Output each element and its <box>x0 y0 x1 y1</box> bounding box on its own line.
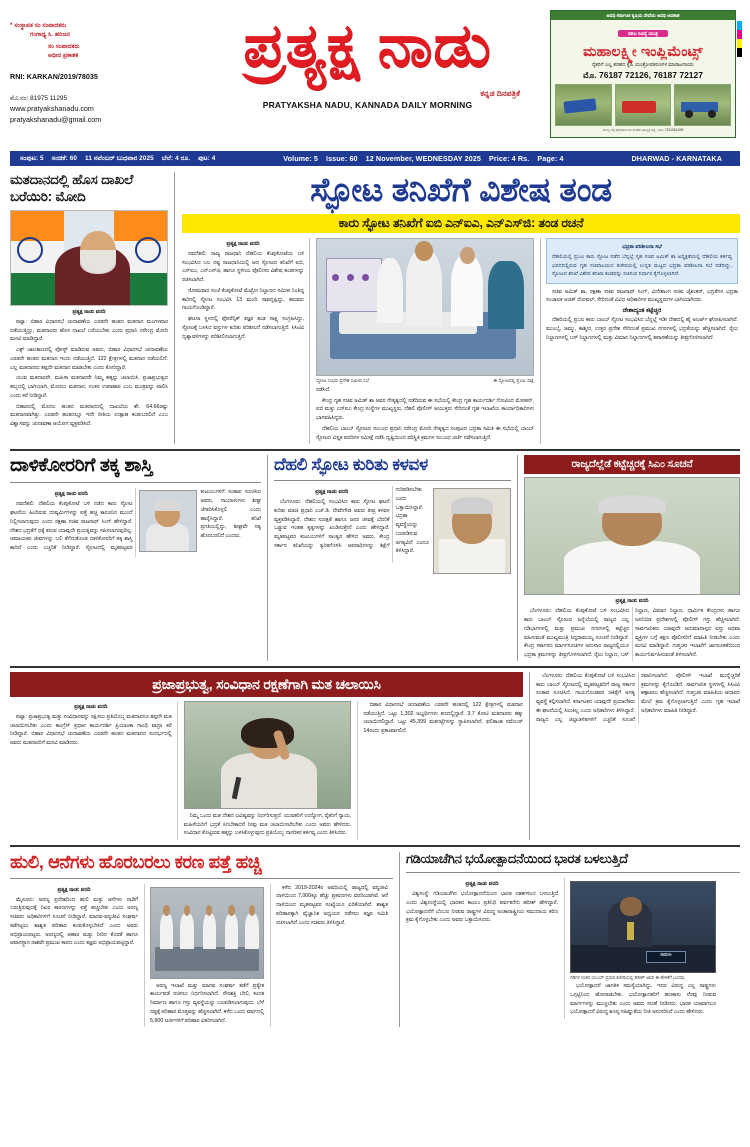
kn-date: 11 ನವೆಂಬರ್ ಬುಧವಾರ 2025 <box>85 154 154 162</box>
lead-column-3 <box>540 238 738 445</box>
row3-columns <box>10 701 523 840</box>
lead-c3-subhead: ದೇಶಾದ್ಯಂತ ಕಟ್ಟೆಚ್ಚರ <box>622 308 662 315</box>
lead-column-2 <box>316 238 534 445</box>
row4-left-col-3 <box>270 884 388 1028</box>
lead-c2-p2: ಕೇಂದ್ರ ಗೃಹ ಸಚಿವ ಅಮಿತ್ ಶಾ ಅವರ ನೇತೃತ್ವದಲ್ಲಿ ನಡೆದಿರುವ ಈ ಸಭೆಯಲ್ಲಿ ಕೇಂದ್ರ ಗೃಹ ಕಾರ್ಯದರ್ಶಿ ಗೋವಿಂದ ಮೋಹನ್, ಐಬಿ ಮತ್ತು ಎನ್‌ಐಎ ಕೇಂದ್ರ ಸಂಸ್ಥೆಗಳ ಮುಖ್ಯಸ್ಥರು, ದೆಹಲಿ ಪೊಲೀಸ್ ಆಯುಕ್ತರು ಸೇರಿದಂತೆ ಗೃಹ ಇಲಾಖೆಯ ಕಾರ್ಯಾಧಿಕಾರಿಗಳು ಭಾಗವಹಿಸಿದ್ದರು. <box>316 397 534 422</box>
ad-image-rotavator <box>615 84 672 126</box>
row3-right-body: ಬೆಂಗಳೂರು: ದೆಹಲಿಯ ಕೆಂಪುಕೋಟೆ ಬಳಿ ಸಂಭವಿಸಿದ ಕಾರು ಬಾಂಬ್ ಸ್ಫೋಟದಲ್ಲಿ ಮೃತಪಟ್ಟವರಿಗೆ ರಾಜ್ಯ ಸರ್ಕಾರ ಸಂತಾಪ ಸೂಚಿಸಿದೆ. ಗಾಯಗೊಂಡವರ ಚಿಕಿತ್ಸೆಗೆ ಅಗತ್ಯ ವ್ಯವಸ್ಥೆ ಕಲ್ಪಿಸಲಾಗಿದೆ. ಕರ್ನಾಟಕದ ಯಾವುದೇ ಪ್ರಯಾಣಿಕರು ಈ ಘಟನೆಯಲ್ಲಿ ಸಿಲುಕಿಲ್ಲ ಎಂದು ಅಧಿಕಾರಿಗಳು ತಿಳಿಸಿದ್ದಾರೆ. ರಾಜ್ಯದ ಎಲ್ಲ ಜಿಲ್ಲಾಡಳಿತಗಳಿಗೆ ಎಚ್ಚರಿಕೆ ಸೂಚನೆ ರವಾನಿಸಲಾಗಿದೆ. ಪೊಲೀಸ್ ಇಲಾಖೆ ಮುನ್ನೆಚ್ಚರಿಕೆ ಕ್ರಮಗಳನ್ನು ಕೈಗೊಂಡಿದೆ. ಸಾರ್ವಜನಿಕ ಸ್ಥಳಗಳಲ್ಲಿ ಸಿಸಿಟಿವಿ ಕಣ್ಗಾವಲು ಹೆಚ್ಚಿಸಲಾಗಿದೆ. ಗುಪ್ತಚರ ಮಾಹಿತಿಯ ಆಧಾರದ ಮೇಲೆ ಕ್ರಮ ಕೈಗೊಳ್ಳಲಾಗುತ್ತಿದೆ ಎಂದು ಗೃಹ ಇಲಾಖೆ ಅಧಿಕಾರಿಗಳು ಮಾಹಿತಿ ನೀಡಿದ್ದಾರೆ. <box>536 672 740 723</box>
ad-product-images <box>551 81 735 126</box>
row3-right-continuation <box>530 672 740 840</box>
story-b-body: ಬೆಂಗಳೂರು: ದೆಹಲಿಯಲ್ಲಿ ಸಂಭವಿಸಿದ ಕಾರು ಸ್ಫೋಟ ಘಟನೆ ಕುರಿತು ಮಾಜಿ ಪ್ರಧಾನಿ ಎಚ್.ಡಿ. ದೇವೇಗೌಡ ಅವರು ತೀವ್ರ ಕಳವಳ ವ್ಯಕ್ತಪಡಿಸಿದ್ದಾರೆ. ದೇಶದ ಸುರಕ್ಷತೆ ಹಾಗೂ ಜನರ ಜೀವಕ್ಕೆ ಬೆದರಿಕೆ ಒಡ್ಡುವ ಇಂತಹ ಕೃತ್ಯಗಳನ್ನು ಖಂಡಿಸುತ್ತೇನೆ ಎಂದು ಹೇಳಿದ್ದಾರೆ. ಮೃತಪಟ್ಟವರ ಕುಟುಂಬಗಳಿಗೆ ಸಾಂತ್ವನ ಹೇಳಿದ ಅವರು, ಕೇಂದ್ರ ಸರ್ಕಾರ ತನಿಖೆಯನ್ನು ತ್ವರಿತಗೊಳಿಸಿ ಅಪರಾಧಿಗಳನ್ನು ಶಿಕ್ಷೆಗೆ ಗುರಿಪಡಿಸಬೇಕು ಎಂದು ಒತ್ತಾಯಿಸಿದ್ದಾರೆ. ಭದ್ರತಾ ವ್ಯವಸ್ಥೆಯನ್ನು ಬಲಪಡಿಸುವ ಅಗತ್ಯವಿದೆ ಎಂದೂ ತಿಳಿಸಿದ್ದಾರೆ. <box>274 487 429 555</box>
row3-column-3 <box>357 701 523 840</box>
kn-pages: ಪುಟ: 4 <box>198 154 216 162</box>
caption-left: ಸ್ಫೋಟ ಸಂಭವ ಪ್ರದೇಶ ಸಮೀಪ ಸಭೆ <box>316 377 369 383</box>
divider-after-lead <box>10 449 740 451</box>
story-c-headline: ರಾಜ್ಯದೆಲ್ಲೆಡೆ ಕಟ್ಟೆಚ್ಚರಕ್ಕೆ ಸಿಎಂ ಸೂಚನೆ <box>524 455 740 474</box>
row4-left-columns <box>10 884 393 1028</box>
photo-forest-meeting <box>150 887 264 979</box>
person-aide <box>377 258 403 323</box>
story-b-headline: ದೆಹಲಿ ಸ್ಫೋಟ ಕುರಿತು ಕಳವಳ <box>274 455 428 475</box>
photo-priyanka-gandhi <box>184 701 352 809</box>
kn-issue: ಸಂಚಿಕೆ: 60 <box>51 154 78 162</box>
ad-image-trailer <box>674 84 731 126</box>
ad-ribbon <box>551 22 735 40</box>
lead-c1-p1: ನವದೆಹಲಿ: ರಾಜ್ಯ ರಾಜಧಾನಿ ದೆಹಲಿಯ ಕೆಂಪುಕೋಟೆಯ ಬಳಿ ಸಂಭವಿಸಿದ ಬಲ ನಷ್ಟ ರಾಜಧಾನಿಯಲ್ಲಿ ಆದ ಸ್ಫೋಟದ ತನಿಖೆಗೆ ಐಬಿ, ಎನ್‌ಐಎ, ಎನ್‌ಎಸ್‌ಜಿ, ಹಾಗೂ ಸ್ಥಳೀಯ ಪೊಲೀಸರ ವಿಶೇಷ ತಂಡಗಳನ್ನು ರಚಿಸಲಾಗಿದೆ. <box>182 250 304 284</box>
lead-byline: ಪ್ರತ್ಯಕ್ಷ ನಾಡು ವರದಿ <box>226 240 260 247</box>
founder-line-1: * ಸಂಸ್ಥಾಪಕ ಸಂ ಸಂಪಾದಕರು <box>10 23 67 29</box>
person-amit-shah <box>406 250 443 326</box>
masthead-left-info <box>10 8 185 125</box>
sidebar-para-4: ಬಿಹಾರದಲ್ಲಿ ಮೊದಲ ಹಂತದ ಮತದಾನದಲ್ಲಿ ದಾಖಲೆಯ ಶೇ. 64.66ರಷ್ಟು ಮತದಾನವಾಗಿತ್ತು. ಎರಡನೇ ಹಂತದಲ್ಲೂ ಇದೇ ರೀತಿಯ ಉತ್ಸಾಹ ಕಂಡುಬರಲಿದೆ ಎಂಬ ವಿಶ್ವಾಸವನ್ನು ಚುನಾವಣಾ ಆಯೋಗ ವ್ಯಕ್ತಪಡಿಸಿದೆ. <box>10 403 168 427</box>
row4-left-col-1 <box>10 884 138 1028</box>
ad-phone <box>551 70 735 81</box>
photo-amit-shah-hospital <box>316 238 534 376</box>
edition: DHARWAD - KARNATAKA <box>631 154 722 163</box>
sidebar-story-modi <box>10 172 175 444</box>
ad-image-plough <box>555 84 612 126</box>
row4-left-c3: ಕಳೆದ 2019-2024ರ ಅವಧಿಯಲ್ಲಿ ರಾಜ್ಯದಲ್ಲಿ ವನ್ಯಜೀವಿ ದಾಳಿಯಿಂದ 7,000ಕ್ಕೂ ಹೆಚ್ಚು ಪ್ರಕರಣಗಳು ವರದಿಯಾಗಿವೆ. ಆನೆ ದಾಳಿಯಿಂದ ಮೃತಪಟ್ಟವರ ಸಂಖ್ಯೆಯೂ ಏರಿಕೆಯಾಗಿದೆ. ಶಾಶ್ವತ ಪರಿಹಾರಕ್ಕಾಗಿ ವೈಜ್ಞಾನಿಕ ಅಧ್ಯಯನ ನಡೆಸಲು ತಜ್ಞರ ಸಮಿತಿ ರಚಿಸಲಾಗಿದೆ ಎಂದು ಸಚಿವರು ತಿಳಿಸಿದ್ದಾರೆ. <box>276 884 388 926</box>
price: Price: 4 Rs. <box>489 154 530 163</box>
story-a-byline: ಪ್ರತ್ಯಕ್ಷ ನಾಡು ವರದಿ <box>54 491 88 498</box>
row3-c2: ನಿಮ್ಮ ಒಂದು ಮತ ದೇಶದ ಭವಿಷ್ಯವನ್ನು ನಿರ್ಧರಿಸುತ್ತದೆ. ಯುವಕರಿಗೆ ಉದ್ಯೋಗ, ರೈತರಿಗೆ ನ್ಯಾಯ, ಮಹಿಳೆಯರಿಗೆ ಭದ್ರತೆ ಸಿಗಬೇಕಾದರೆ ನೀವು ಮತ ಚಲಾಯಿಸಲೇಬೇಕು ಎಂದು ಅವರು ಹೇಳಿದರು. ಸಂವಿಧಾನ ಕೊಟ್ಟಿರುವ ಹಕ್ಕನ್ನು ಬಳಸಿಕೊಳ್ಳುವುದು ಪ್ರತಿಯೊಬ್ಬ ನಾಗರಿಕನ ಕರ್ತವ್ಯ ಎಂದು ತಿಳಿಸಿದರು. <box>183 812 352 837</box>
tagline-english: PRATYAKSHA NADU, KANNADA DAILY MORNING <box>262 100 473 110</box>
email-link[interactable]: pratyakshanadu@gmail.com <box>10 114 102 124</box>
photo-siddaramaiah <box>524 477 740 595</box>
contact-block <box>10 94 185 125</box>
story-a-headline: ದಾಳಿಕೋರರಿಗೆ ತಕ್ಕ ಶಾಸ್ತಿ <box>10 455 153 477</box>
story-c-body: ಬೆಂಗಳೂರು: ದೆಹಲಿಯ ಕೆಂಪುಕೋಟೆ ಬಳಿ ಸಂಭವಿಸಿದ ಕಾರು ಬಾಂಬ್ ಸ್ಫೋಟದ ಹಿನ್ನೆಲೆಯಲ್ಲಿ ರಾಜ್ಯದ ಎಲ್ಲ ಗಡಿಭಾಗಗಳಲ್ಲಿ ಮತ್ತು ಪ್ರಮುಖ ನಗರಗಳಲ್ಲಿ ಕಟ್ಟೆಚ್ಚರ ವಹಿಸುವಂತೆ ಮುಖ್ಯಮಂತ್ರಿ ಸಿದ್ದರಾಮಯ್ಯ ಸೂಚನೆ ನೀಡಿದ್ದಾರೆ. ಕೇಂದ್ರ ಸರ್ಕಾರದ ಮಾರ್ಗಸೂಚಿಗಳ ಅನುಸಾರ ರಾಜ್ಯದಲ್ಲಿಯೂ ಭದ್ರತಾ ಕ್ರಮಗಳನ್ನು ತೀವ್ರಗೊಳಿಸಲಾಗಿದೆ. ರೈಲು ನಿಲ್ದಾಣ, ಬಸ್ ನಿಲ್ದಾಣ, ವಿಮಾನ ನಿಲ್ದಾಣ, ಧಾರ್ಮಿಕ ಕೇಂದ್ರಗಳು ಹಾಗೂ ಜನನಿಬಿಡ ಪ್ರದೇಶಗಳಲ್ಲಿ ಪೊಲೀಸ್ ಗಸ್ತು ಹೆಚ್ಚಿಸಲಾಗಿದೆ. ಸಾರ್ವಜನಿಕರು ಯಾವುದೇ ಅನುಮಾನಾಸ್ಪದ ವಸ್ತು ಅಥವಾ ವ್ಯಕ್ತಿಗಳ ಬಗ್ಗೆ ತಕ್ಷಣ ಪೊಲೀಸರಿಗೆ ಮಾಹಿತಿ ನೀಡಬೇಕು ಎಂದು ಮನವಿ ಮಾಡಿದ್ದಾರೆ. ಗುಪ್ತಚರ ಇಲಾಖೆಗೆ ಜಾಗರೂಕತೆಯಿಂದ ಕಾರ್ಯನಿರ್ವಹಿಸುವಂತೆ ತಿಳಿಸಲಾಗಿದೆ. <box>524 608 740 659</box>
photo-modi <box>10 210 168 306</box>
date: 12 November, WEDNESDAY 2025 <box>365 154 481 163</box>
story-un-terrorism <box>400 852 740 1027</box>
lead-c2-p3: ದೆಹಲಿಯ ಬಾಂಬ್ ಸ್ಫೋಟದ ಸಂಬಂಧ ಪ್ರಧಾನಿ ನರೇಂದ್ರ ಮೋದಿ ನೇತೃತ್ವದ ಸಂಪುಟದ ಭದ್ರತಾ ಸಮಿತಿ ಈ ಸಭೆಯಲ್ಲಿ ಬಾಂಬ್ ಸ್ಫೋಟದ ವಿಸ್ತೃತ ವರದಿಗಳ ಸಮೀಕ್ಷೆ ನಡೆಸಿ ದೃಷ್ಟಿಯಿಂದ ಪರಿಸ್ಥಿತಿ ಕ್ರಮಗಳ ಸಂಬಂಧ ಚರ್ಚೆ ನಡೆಸಲಾಗುತ್ತಿದೆ. <box>316 425 534 441</box>
newspaper-logo: ಪ್ರತ್ಯಕ್ಷ ನಾಡು <box>243 12 492 79</box>
lead-c3-p1: ಸಚಿವ ಅಮಿತ್ ಶಾ, ರಕ್ಷಣಾ ಸಚಿವ ರಾಜನಾಥ್ ಸಿಂಗ್, ವಿದೇಶಾಂಗ ಸಚಿವ ಜೈಶಂಕರ್, ಭದ್ರತೆಗಳ ಭದ್ರತಾ ಸಂಚಾಲಕ ಅಜಿತ್ ದೋವಲ್, ಸೇರಿದಂತೆ ವಿವಿಧ ಅಧಿಕಾರಿಗಳ ಮುಖ್ಯಸ್ಥರುಗಳ ಭಾಗಿಯಾಗಿದರು. <box>546 288 738 304</box>
main-subheadline: ಕಾರು ಸ್ಫೋಟ ತನಿಖೆಗೆ ಐಬಿ ಎನ್‌ಐಎ, ಎನ್‌ಎಸ್‌ಜಿ: ತಂಡ ರಚನೆ <box>182 214 740 233</box>
photo-deve-gowda <box>433 488 511 574</box>
rni-number: RNI: KARKAN/2019/78035 <box>10 71 98 81</box>
row4-right-headline: ಗಡಿಯಾಚೆಗಿನ ಭಯೋತ್ಪಾದನೆಯಿಂದ ಭಾರತ ಬಳಲುತ್ತಿದೆ <box>406 851 628 867</box>
row3-byline: ಪ್ರತ್ಯಕ್ಷ ನಾಡು ವರದಿ <box>74 703 108 710</box>
website-link[interactable]: www.pratyakshanadu.com <box>10 103 94 113</box>
story-devegowda <box>268 455 518 661</box>
main-headline: ಸ್ಫೋಟ ತನಿಖೆಗೆ ವಿಶೇಷ ತಂಡ <box>310 171 612 208</box>
row-two <box>10 455 740 661</box>
lead-c2-p1: ನಡೆಸಿದೆ. <box>316 386 331 393</box>
story-wildlife <box>10 852 400 1027</box>
ashoka-chakra-right-icon <box>135 237 161 263</box>
row4-right-c1: ವಿಶ್ವಸಂಸ್ಥೆ: ಗಡಿಯಾಚೆಗಿನ ಭಯೋತ್ಪಾದನೆಯಿಂದ ಭಾರತ ದಶಕಗಳಿಂದ ಬಳಲುತ್ತಿದೆ ಎಂದು ವಿಶ್ವಸಂಸ್ಥೆಯಲ್ಲಿ ಭಾರತದ ಕಾಯಂ ಪ್ರತಿನಿಧಿ ಪರ್ವತನೇನಿ ಹರೀಶ್ ಹೇಳಿದ್ದಾರೆ. ಭಯೋತ್ಪಾದನೆಗೆ ಬೆಂಬಲ ನೀಡುವ ರಾಷ್ಟ್ರಗಳ ವಿರುದ್ಧ ಅಂತಾರಾಷ್ಟ್ರೀಯ ಸಮುದಾಯ ಕಠಿಣ ಕ್ರಮ ಕೈಗೊಳ್ಳಬೇಕು ಎಂದು ಅವರು ಒತ್ತಾಯಿಸಿದರು. <box>406 891 558 924</box>
sidebar-para-2: ಎಕ್ಸ್ ಜಾಲತಾಣದಲ್ಲಿ ಪೋಸ್ಟ್ ಮಾಡಿರುವ ಅವರು, ಬಿಹಾರ ವಿಧಾನಸಭೆ ಚುನಾವಣೆಯ ಎರಡನೇ ಹಂತದ ಮತದಾನ ಇಂದು ನಡೆಯುತ್ತಿದೆ. 122 ಕ್ಷೇತ್ರಗಳಲ್ಲಿ ಮತದಾನ ನಡೆಯಲಿದೆ. ಎಲ್ಲ ಮತದಾರರು ತಪ್ಪದೇ ಮತದಾನ ಮಾಡಬೇಕು ಎಂದು ಕೋರಿದ್ದಾರೆ. <box>10 347 168 371</box>
story-siddaramaiah <box>518 455 740 661</box>
row4-left-c1: ಮೈಸೂರು: ಅರಣ್ಯ ಪ್ರದೇಶದಿಂದ ಹುಲಿ ಮತ್ತು ಆನೆಗಳು ನಾಡಿಗೆ ಬರುತ್ತಿರುವುದಕ್ಕೆ ನಿಖರ ಕಾರಣಗಳನ್ನು ಪತ್ತೆ ಹಚ್ಚಬೇಕು ಎಂದು ಅರಣ್ಯ ಸಚಿವರು ಅಧಿಕಾರಿಗಳಿಗೆ ಸೂಚನೆ ನೀಡಿದ್ದಾರೆ. ಮಾನವ-ವನ್ಯಜೀವಿ ಸಂಘರ್ಷ ತಡೆಗಟ್ಟಲು ಶಾಶ್ವತ ಪರಿಹಾರ ಕಂಡುಕೊಳ್ಳಬೇಕಿದೆ ಎಂದು ಅವರು ಅಭಿಪ್ರಾಯಪಟ್ಟರು. ಅರಣ್ಯದಲ್ಲಿ ಆಹಾರ ಮತ್ತು ನೀರಿನ ಕೊರತೆ ಹಾಗೂ ಆವಾಸಸ್ಥಾನ ನಾಶವೇ ಪ್ರಮುಖ ಕಾರಣ ಎಂದು ತಜ್ಞರು ಅಭಿಪ್ರಾಯಪಟ್ಟಿದ್ದಾರೆ. <box>10 896 138 947</box>
person-doctor <box>488 261 525 329</box>
lead-c3-p2: ದೆಹರಿಯಲ್ಲಿ ಪ್ರಬಲ ಕಾರು ಬಾಂಬ್ ಸ್ಫೋಟ ಸಂಭವಿಸಿದ ಬೆನ್ನಲ್ಲೆ ಇಡೀ ದೇಶದಲ್ಲಿ ಹೈ ಅಲರ್ಟ್ ಘೋಷಿಸಲಾಗಿದೆ. ಮುಂಬೈ, ಜಮ್ಮು, ಕಾಶ್ಮೀರ, ಉತ್ತರ ಪ್ರದೇಶ ಸೇರಿದಂತೆ ಪ್ರಮುಖ ನಗರಗಳಲ್ಲಿ ಭದ್ರತೆಯನ್ನು ಹೆಚ್ಚಿಸಲಾಗಿದೆ. ರೈಲು ನಿಲ್ದಾಣಗಳಲ್ಲಿ ಬಸ್ ನಿಲ್ದಾಣಗಳಲ್ಲಿ ಮತ್ತು ವಿಮಾನ ನಿಲ್ದಾಣಗಳಲ್ಲಿ ತಪಾಸಣೆಯನ್ನು ತೀವ್ರಗೊಳಿಸಲಾಗಿದೆ. <box>546 317 738 341</box>
volume: Volume: 5 <box>283 154 318 163</box>
row3-headline: ಪ್ರಜಾಪ್ರಭುತ್ವ, ಸಂವಿಧಾನ ರಕ್ಷಣೆಗಾಗಿ ಮತ ಚಲಾಯಿಸಿ <box>10 672 523 697</box>
ashoka-chakra-left-icon <box>17 237 43 263</box>
story-rajnath <box>10 455 268 661</box>
pages: Page: 4 <box>537 154 564 163</box>
sidebar-para-3: ಯುವ ಮತದಾರರೇ, ಮಹಿಳಾ ಮತದಾರರೇ ನಿಮ್ಮ ಹಕ್ಕನ್ನು ಚಲಾಯಿಸಿ. ಪ್ರಜಾಪ್ರಭುತ್ವದ ಹಬ್ಬದಲ್ಲಿ ಭಾಗಿಯಾಗಿ. ಮೊದಲು ಮತದಾನ, ನಂತರ ಉಪಾಹಾರ ಎಂಬ ಮಂತ್ರವನ್ನು ಪಾಲಿಸಿ ಎಂದು ಕರೆ ನೀಡಿದ್ದಾರೆ. <box>10 375 168 399</box>
ad-title: ಮಹಾಲಕ್ಷ್ಮೀ ಇಂಪ್ಲಿಮೆಂಟ್ಸ್ <box>583 43 703 59</box>
story-b-byline: ಪ್ರತ್ಯಕ್ಷ ನಾಡು ವರದಿ <box>315 489 349 495</box>
row4-right-col-1 <box>406 878 558 1019</box>
row4-left-headline: ಹುಲಿ, ಆನೆಗಳು ಹೊರಬರಲು ಕರಣ ಪತ್ತೆ ಹಚ್ಚಿ <box>10 852 262 873</box>
ad-subtitle: ರೈತರಿಗೆ ಎಲ್ಲ ತರಹದ ಕೃಷಿ ಯಂತ್ರೋಪಕರಣಗಳ ಮಾರಾಟಗಾರರು <box>592 62 694 68</box>
nameplate-text: INDIA <box>660 952 672 958</box>
row3-column-2 <box>184 701 352 840</box>
sidebar-headline: ಮತದಾನದಲ್ಲಿ ಹೊಸ ದಾಖಲೆ ಬರೆಯಿರಿ: ಮೋದಿ <box>10 172 134 204</box>
masthead <box>10 8 740 148</box>
photo-rajnath-singh <box>139 490 197 552</box>
row3-c3: ಬಿಹಾರ ವಿಧಾನಸಭೆ ಚುನಾವಣೆಯ ಎರಡನೇ ಹಂತದಲ್ಲಿ 122 ಕ್ಷೇತ್ರಗಳಲ್ಲಿ ಮತದಾನ ನಡೆಯುತ್ತಿದೆ. ಒಟ್ಟು 1,302 ಅಭ್ಯರ್ಥಿಗಳು ಕಣದಲ್ಲಿದ್ದಾರೆ. 3.7 ಕೋಟಿ ಮತದಾರರು ಹಕ್ಕು ಚಲಾಯಿಸಲಿದ್ದಾರೆ. ಒಟ್ಟು 45,399 ಮತಗಟ್ಟೆಗಳನ್ನು ಸ್ಥಾಪಿಸಲಾಗಿದೆ. ಫಲಿತಾಂಶ ನವೆಂಬರ್ 14ರಂದು ಪ್ರಕಟವಾಗಲಿದೆ. <box>363 701 523 735</box>
story-a-body: ನವದೆಹಲಿ: ದೆಹಲಿಯ ಕೆಂಪುಕೋಟೆ ಬಳಿ ನಡೆದ ಕಾರು ಸ್ಫೋಟ ಘಟನೆಯ ಹಿಂದಿರುವ ದುಷ್ಕರ್ಮಿಗಳನ್ನು ಪತ್ತೆ ಹಚ್ಚಿ ಕಾನೂನಿನ ಮುಂದೆ ನಿಲ್ಲಿಸಲಾಗುವುದು ಎಂದು ರಕ್ಷಣಾ ಸಚಿವ ರಾಜನಾಥ್ ಸಿಂಗ್ ಹೇಳಿದ್ದಾರೆ. ದೇಶದ ಭದ್ರತೆಗೆ ಧಕ್ಕೆ ತರುವ ಯಾವುದೇ ಪ್ರಯತ್ನವನ್ನು ಸಹಿಸಲಾಗುವುದಿಲ್ಲ. ಅಮಾಯಕರ ಜೀವಗಳನ್ನು ಬಲಿ ತೆಗೆದುಕೊಂಡ ದಾಳಿಕೋರರಿಗೆ ತಕ್ಕ ಶಾಸ್ತಿ ಕಾದಿದೆ ಎಂದು ಎಚ್ಚರಿಕೆ ನೀಡಿದ್ದಾರೆ. ಸ್ಫೋಟದಲ್ಲಿ ಮೃತಪಟ್ಟವರ ಕುಟುಂಬಗಳಿಗೆ ಸಂತಾಪ ಸೂಚಿಸಿದ ಅವರು, ಗಾಯಾಳುಗಳು ಶೀಘ್ರ ಚೇತರಿಸಿಕೊಳ್ಳಲಿ ಎಂದು ಹಾರೈಸಿದ್ದಾರೆ. ತನಿಖೆ ಪ್ರಗತಿಯಲ್ಲಿದ್ದು, ಶೀಘ್ರವೇ ಸತ್ಯ ಹೊರಬರಲಿದೆ ಎಂದರು. <box>10 489 261 552</box>
founder-line-3: ಸಂ ಸಂಪಾದಕರು <box>48 44 80 51</box>
divider-after-row-three <box>10 845 740 847</box>
row3-c1: ಪಟ್ನಾ: ಪ್ರಜಾಪ್ರಭುತ್ವ ಮತ್ತು ಸಂವಿಧಾನವನ್ನು ರಕ್ಷಿಸಲು ಪ್ರತಿಯೊಬ್ಬ ಮತದಾರನೂ ತಪ್ಪದೇ ಮತ ಚಲಾಯಿಸಬೇಕು ಎಂದು ಕಾಂಗ್ರೆಸ್ ಪ್ರಧಾನ ಕಾರ್ಯದರ್ಶಿ ಪ್ರಿಯಾಂಕಾ ಗಾಂಧಿ ವಾದ್ರಾ ಕರೆ ನೀಡಿದ್ದಾರೆ. ಬಿಹಾರ ವಿಧಾನಸಭೆ ಚುನಾವಣೆಯ ಎರಡನೇ ಹಂತದ ಮತದಾನದ ಸಂದರ್ಭದಲ್ಲಿ ಅವರು ಮತದಾರರಿಗೆ ಮನವಿ ಮಾಡಿದರು. <box>10 713 172 747</box>
lead-main <box>175 172 740 444</box>
issue-info-bar <box>10 151 740 166</box>
sidebar-para-1: ಪಟ್ನಾ: ಬಿಹಾರ ವಿಧಾನಸಭೆ ಚುನಾವಣೆಯ ಎರಡನೇ ಹಂತದ ಮತದಾನ ಮಂಗಳವಾರ ನಡೆಯುತ್ತಿದ್ದು, ಮತದಾರರು ಹೊಸ ದಾಖಲೆ ಬರೆಯಬೇಕು ಎಂದು ಪ್ರಧಾನಿ ನರೇಂದ್ರ ಮೋದಿ ಮನವಿ ಮಾಡಿದ್ದಾರೆ. <box>10 318 168 343</box>
lead-section <box>10 172 740 444</box>
modi-beard <box>80 250 116 274</box>
row4-right-c2: ಭಯೋತ್ಪಾದನೆ ಜಾಗತಿಕ ಸಮಸ್ಯೆಯಾಗಿದ್ದು, ಇದರ ವಿರುದ್ಧ ಎಲ್ಲ ರಾಷ್ಟ್ರಗಳು ಒಗ್ಗಟ್ಟಿನಿಂದ ಹೋರಾಡಬೇಕು. ಭಯೋತ್ಪಾದಕರಿಗೆ ಹಣಕಾಸು ನೆರವು ನೀಡುವ ಮಾರ್ಗಗಳನ್ನು ಮುಚ್ಚಬೇಕು ಎಂದು ಅವರು ಸಲಹೆ ನೀಡಿದರು. ಭಾರತ ಯಾವಾಗಲೂ ಭಯೋತ್ಪಾದನೆ ವಿರುದ್ಧ ಶೂನ್ಯ ಸಹಿಷ್ಣುತೆಯ ನೀತಿ ಅನುಸರಿಸಿದೆ ಎಂದು ಹೇಳಿದರು. <box>570 983 716 1016</box>
caption-right: ಈ ಸ್ಫೋಟದಲ್ಲಿ ಪ್ರಬಲ ಸಾಕ್ಷಿ <box>493 377 534 383</box>
lead-column-1 <box>182 238 310 445</box>
highlight-box-title: ಭದ್ರತಾ ಪರಿಶೀಲನಾ ಸಭೆ <box>622 243 662 250</box>
lead-columns <box>182 238 740 445</box>
row4-right-col-2 <box>564 878 716 1019</box>
country-nameplate <box>646 951 686 963</box>
row-four <box>10 852 740 1027</box>
lead-c1-p3: ಘಟನಾ ಸ್ಥಳದಲ್ಲಿ ಫೋರೆನ್ಸಿಕ್ ತಜ್ಞರ ತಂಡ ಸಾಕ್ಷ್ಯ ಸಂಗ್ರಹಿಸಿದ್ದು, ಸ್ಫೋಟಕ್ಕೆ ಬಳಸಿದ ವಸ್ತುಗಳ ಕುರಿತು ಪರಿಶೀಲನೆ ನಡೆಸಲಾಗುತ್ತಿದೆ. ಸಿಸಿಟಿವಿ ದೃಶ್ಯಾವಳಿಗಳನ್ನು ಪರಿಶೀಲಿಸಲಾಗುತ್ತಿದೆ. <box>182 316 304 340</box>
sidebar-byline: ಪ್ರತ್ಯಕ್ಷ ನಾಡು ವರದಿ <box>72 308 106 315</box>
row4-right-columns <box>406 878 740 1019</box>
advertisement-mahalakshmi[interactable] <box>550 10 736 138</box>
mobile-value: 81975 11295 <box>30 95 67 103</box>
highlight-box-security-meeting <box>546 238 738 284</box>
mobile-label: ಮೊ.ನಂ: <box>10 95 29 103</box>
photo-un-harish <box>570 881 716 973</box>
divider-after-row-two <box>10 666 740 668</box>
kn-price: ಬೆಲೆ: 4 ರೂ. <box>161 154 191 162</box>
lead-c1-p2: ಸೋಮವಾರ ಸಂಜೆ ಕೆಂಪುಕೋಟೆ ಮೆಟ್ರೋ ನಿಲ್ದಾಣದ ಸಮೀಪ ನಿಂತಿದ್ದ ಕಾರಿನಲ್ಲಿ ಸ್ಫೋಟ ಸಂಭವಿಸಿ 13 ಮಂದಿ ಸಾವನ್ನಪ್ಪಿದ್ದು, ಹಲವರು ಗಾಯಗೊಂಡಿದ್ದಾರೆ. <box>182 287 304 312</box>
hospital-monitor <box>326 258 382 312</box>
issue: Issue: 60 <box>325 154 358 163</box>
masthead-right-ad <box>550 8 740 138</box>
row4-right-byline: ಪ್ರತ್ಯಕ್ಷ ನಾಡು ವರದಿ <box>465 881 499 888</box>
row4-left-byline: ಪ್ರತ್ಯಕ್ಷ ನಾಡು ವರದಿ <box>57 886 91 893</box>
highlight-box-text: ದೆಹಲಿಯಲ್ಲಿ ಪ್ರಬಲ ಕಾರು ಸ್ಫೋಟ ನಡೆದ ಬೆನ್ನಲ್ಲೆ ಗೃಹ ಸಚಿವ ಅಮಿತ್ ಶಾ ಅಧ್ಯಕ್ಷತೆಯಲ್ಲಿ ದೆಹಲಿಯ ಕರ್ತವ್ಯ ಭವನದಲ್ಲಿರುವ ಗೃಹ ಸಚಿವಾಲಯದ ಕಚೇರಿಯಲ್ಲಿ ಉನ್ನತ ಮಟ್ಟದ ಭದ್ರತಾ ಪರಿಶೀಲನಾ ಸಭೆ ನಡೆದಿದ್ದು, ಸ್ಫೋಟದ ತನಿಖೆ ವಿಶೇಷ ತನಿಖಾ ತಂಡವನ್ನು ರಚಿಸುವ ನಿರ್ಧಾರ ಕೈಗೊಳ್ಳಲಾಗಿದೆ. <box>552 254 732 278</box>
cmyk-registration-marks <box>737 21 742 57</box>
person-official <box>451 255 483 326</box>
founder-line-2: ಗಂಗಾಧ್ಯ ಸಿ. ಹರಿಜನ <box>30 31 70 38</box>
ad-ribbon-text: ಸಹಜ ರವಿದ್ಯೆ ಯಂತ್ರ <box>618 30 668 37</box>
ad-footer: ಮುಖ್ಯ ರಸ್ತೆ ಧಾರವಾಡ ಬಳಿ ಸಂಪರ್ಕ ಹುಬ್ಬಳ್ಳಿ ರಸ್ತೆ - ಮೊ: 7611561498 <box>602 128 684 132</box>
row-three <box>10 672 740 840</box>
founder-line-4: ಅಧೀನ ಪ್ರಕಾಶಕ <box>48 53 79 60</box>
sidebar-body <box>10 318 168 429</box>
mobile-number <box>10 94 185 104</box>
story-c-byline: ಪ್ರತ್ಯಕ್ಷ ನಾಡು ವರದಿ <box>615 598 649 605</box>
story-priyanka <box>10 672 530 840</box>
row4-left-c2: ಅರಣ್ಯ ಇಲಾಖೆ ಮತ್ತು ಮಾನವ ಸಂಘರ್ಷ ತಡೆಗೆ ಪ್ರತ್ಯೇಕ ಕಾರ್ಯಪಡೆ ರಚಿಸಲು ನಿರ್ಧರಿಸಲಾಗಿದೆ. ಸೌರಶಕ್ತಿ ಬೇಲಿ, ಕಂದಕ ನಿರ್ಮಾಣ ಹಾಗೂ ಗಸ್ತು ವ್ಯವಸ್ಥೆಯನ್ನು ಬಲಪಡಿಸಲಾಗುವುದು. ಬೆಳೆ ನಷ್ಟಕ್ಕೆ ಪರಿಹಾರ ಮೊತ್ತವನ್ನು ಹೆಚ್ಚಿಸಲಾಗಿದೆ. ಕಳೆದ ಒಂದು ವರ್ಷದಲ್ಲಿ 5,900 ಅರ್ಜಿಗಳಿಗೆ ಪರಿಹಾರ ವಿತರಿಸಲಾಗಿದೆ. <box>150 982 264 1024</box>
kn-volume: ಸಂಪುಟ: 5 <box>20 154 44 162</box>
tagline-kannada: ಕನ್ನಡ ದಿನಪತ್ರಿಕೆ <box>480 89 520 98</box>
row4-right-caption: ಗಡಿಗಳ ನಂತರ ಯುಎನ್ ಪ್ರಧಾನ ಕಚೇರಿಯಲ್ಲಿ ಹರೀಶ್ ಅವರ ಈ ಹೇಳಿಕೆಗೆ ಬಂದವು. <box>570 975 686 981</box>
row4-left-col-2 <box>144 884 264 1028</box>
ad-phone-numbers: 76187 72126, 76187 72127 <box>598 70 703 80</box>
lead-photo-caption <box>316 378 534 383</box>
row3-column-1 <box>10 701 178 840</box>
ad-top-strip: ಅವಧಿ ಕರ್ನಾಟಕ ಕೃಷಿಯ ಸೇವೆಯ ಅವಧಿ ಅವಕಾಶ <box>551 11 735 20</box>
masthead-center <box>185 8 550 110</box>
ad-phone-label: ಮೊ. <box>583 70 597 80</box>
